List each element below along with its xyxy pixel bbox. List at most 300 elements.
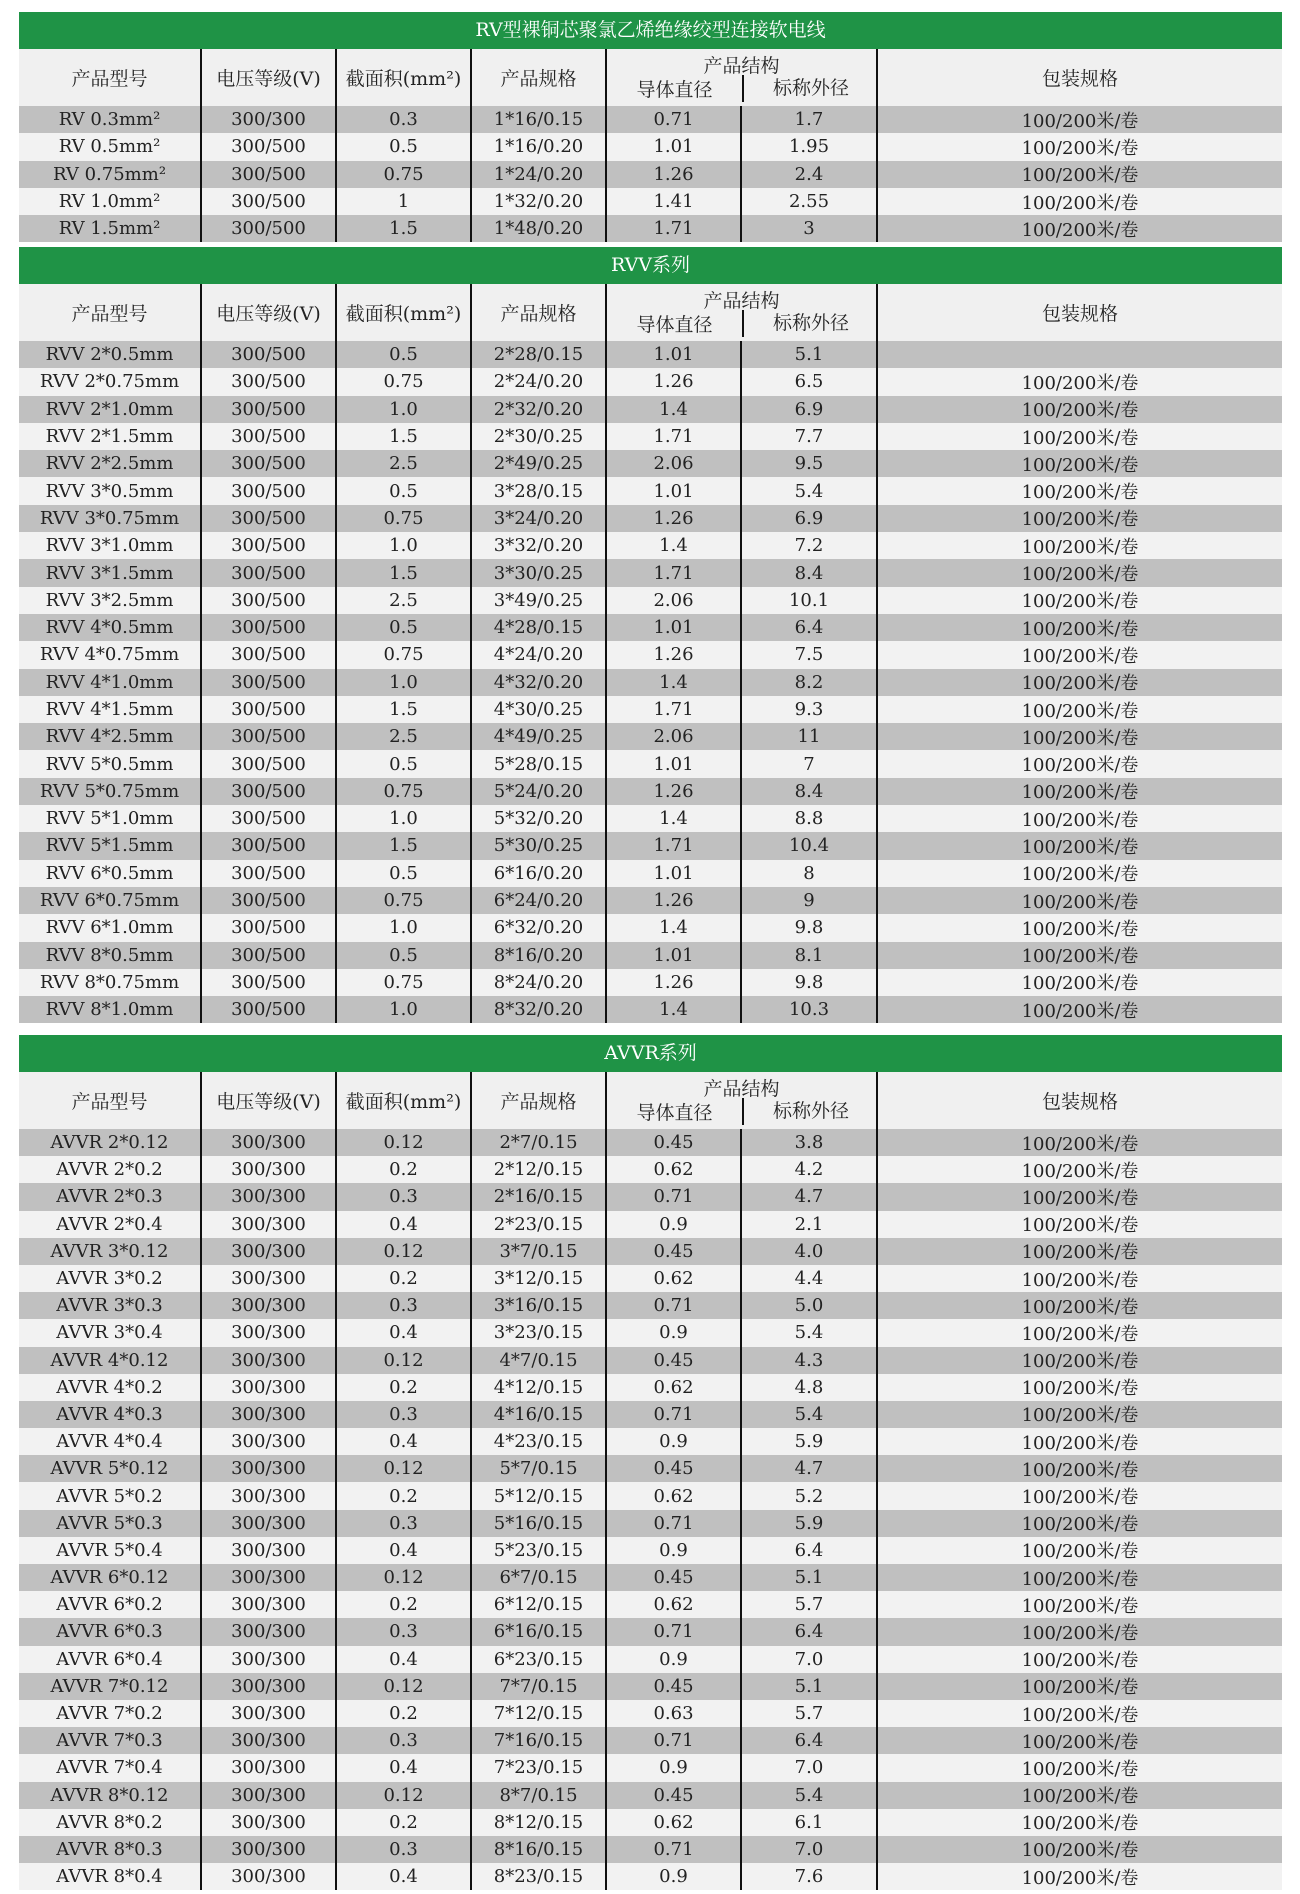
table-row [19,696,1282,723]
cell-outer-dia: 6.9 [740,505,876,532]
cell-voltage: 300/500 [200,750,335,777]
cell-spec: 5*12/0.15 [470,1482,605,1509]
cell-spec: 6*32/0.20 [470,914,605,941]
cell-model: AVVR 7*0.12 [50,1675,169,1697]
col-header-area: 截面积(mm²) [335,1072,470,1129]
col-header-conductor-dia: 导体直径 [636,1102,713,1124]
cell-outer-dia: 5.1 [740,1673,876,1700]
cell-voltage: 300/500 [200,832,335,859]
cell-outer-dia: 8 [740,860,876,887]
cell-voltage: 300/300 [200,1591,335,1618]
cell-outer-dia: 2.55 [740,188,876,215]
cell-voltage: 300/300 [200,1646,335,1673]
cell-voltage: 300/500 [200,614,335,641]
table-rv [19,12,1282,242]
table-avvr [19,1035,1282,1890]
cell-conductor-dia: 2.06 [605,450,740,477]
cell-voltage: 300/300 [200,1401,335,1428]
cell-model: RV 1.0mm² [58,191,161,213]
cell-conductor-dia: 0.45 [605,1238,740,1265]
table-row [19,215,1282,242]
table-row [19,1727,1282,1754]
cell-spec: 4*7/0.15 [470,1347,605,1374]
cell-model: AVVR 3*0.3 [56,1295,163,1317]
table-row [19,1211,1282,1238]
cell-voltage: 300/300 [200,1700,335,1727]
cell-conductor-dia: 0.71 [605,1401,740,1428]
cell-packing: 100/200米/卷 [876,1374,1282,1401]
cell-packing: 100/200米/卷 [876,860,1282,887]
cell-area: 0.12 [335,1455,470,1482]
table-row [19,1863,1282,1890]
table-row [19,1347,1282,1374]
table-row [19,1564,1282,1591]
cell-voltage: 300/300 [200,106,335,133]
cell-voltage: 300/500 [200,969,335,996]
cell-voltage: 300/500 [200,532,335,559]
cell-packing: 100/200米/卷 [876,215,1282,242]
cell-area: 1.0 [335,805,470,832]
cell-model: AVVR 5*0.3 [56,1512,163,1534]
cell-spec: 2*28/0.15 [470,341,605,368]
cell-area: 0.75 [335,778,470,805]
cell-packing: 100/200米/卷 [876,1156,1282,1183]
cell-model: AVVR 6*0.3 [56,1621,163,1643]
cell-conductor-dia: 1.71 [605,215,740,242]
cell-packing: 100/200米/卷 [876,1238,1282,1265]
cell-spec: 3*12/0.15 [470,1265,605,1292]
cell-packing: 100/200米/卷 [876,1646,1282,1673]
cell-packing: 100/200米/卷 [876,1292,1282,1319]
cell-outer-dia: 6.4 [740,1618,876,1645]
cell-area: 0.3 [335,1292,470,1319]
cell-model: RVV 2*1.0mm [45,398,174,420]
cell-outer-dia: 6.4 [740,1537,876,1564]
table-header [19,49,1282,106]
cell-outer-dia: 4.0 [740,1238,876,1265]
cell-outer-dia: 6.4 [740,614,876,641]
cell-area: 0.3 [335,1727,470,1754]
cell-outer-dia: 7.0 [740,1754,876,1781]
cell-conductor-dia: 1.4 [605,669,740,696]
cell-model: RVV 2*1.5mm [45,426,174,448]
cell-outer-dia: 5.4 [740,1319,876,1346]
cell-area: 0.4 [335,1319,470,1346]
cell-packing: 100/200米/卷 [876,1727,1282,1754]
cell-area: 0.75 [335,887,470,914]
cell-model: RVV 2*0.75mm [39,371,180,393]
cell-outer-dia: 6.5 [740,368,876,395]
cell-conductor-dia: 1.71 [605,423,740,450]
cell-spec: 4*23/0.15 [470,1428,605,1455]
cell-spec: 6*16/0.15 [470,1618,605,1645]
cell-area: 0.4 [335,1428,470,1455]
cell-packing: 100/200米/卷 [876,1809,1282,1836]
cell-model: AVVR 2*0.12 [50,1132,169,1154]
cell-outer-dia: 5.1 [740,1564,876,1591]
cell-spec: 3*24/0.20 [470,505,605,532]
cell-spec: 6*16/0.20 [470,860,605,887]
table-row [19,669,1282,696]
cell-conductor-dia: 1.26 [605,969,740,996]
cell-conductor-dia: 1.01 [605,341,740,368]
table-row [19,1238,1282,1265]
cell-packing: 100/200米/卷 [876,969,1282,996]
table-row [19,133,1282,160]
table-row [19,914,1282,941]
col-header-structure-group [605,1072,876,1129]
cell-conductor-dia: 1.26 [605,505,740,532]
cell-spec: 7*16/0.15 [470,1727,605,1754]
table-title: AVVR系列 [19,1035,1282,1072]
cell-area: 1.5 [335,832,470,859]
cell-area: 1.0 [335,996,470,1023]
cell-model: RVV 8*1.0mm [45,999,174,1021]
cell-packing: 100/200米/卷 [876,161,1282,188]
cell-conductor-dia: 0.62 [605,1374,740,1401]
cell-model: AVVR 8*0.3 [56,1838,163,1860]
cell-voltage: 300/500 [200,161,335,188]
cell-packing: 100/200米/卷 [876,1754,1282,1781]
cell-outer-dia: 1.95 [740,133,876,160]
cell-outer-dia: 9.3 [740,696,876,723]
cell-voltage: 300/300 [200,1319,335,1346]
cell-spec: 4*30/0.25 [470,696,605,723]
cell-area: 0.12 [335,1347,470,1374]
cell-conductor-dia: 1.01 [605,133,740,160]
cell-spec: 4*16/0.15 [470,1401,605,1428]
cell-area: 0.2 [335,1482,470,1509]
cell-spec: 8*16/0.20 [470,942,605,969]
cell-spec: 3*16/0.15 [470,1292,605,1319]
table-row [19,341,1282,368]
table-row [19,1319,1282,1346]
cell-outer-dia: 4.7 [740,1455,876,1482]
cell-voltage: 300/500 [200,696,335,723]
cell-area: 0.75 [335,641,470,668]
table-row [19,161,1282,188]
cell-model: RVV 4*0.75mm [39,644,180,666]
cell-area: 1.0 [335,532,470,559]
cell-area: 0.12 [335,1129,470,1156]
cell-packing: 100/200米/卷 [876,1129,1282,1156]
table-row [19,860,1282,887]
cell-voltage: 300/300 [200,1347,335,1374]
table-row [19,1591,1282,1618]
cell-spec: 3*49/0.25 [470,587,605,614]
cell-voltage: 300/500 [200,723,335,750]
cell-packing: 100/200米/卷 [876,887,1282,914]
cell-area: 1.5 [335,559,470,586]
cell-area: 0.2 [335,1809,470,1836]
cell-packing: 100/200米/卷 [876,1455,1282,1482]
cell-model: RVV 3*0.75mm [39,507,180,529]
cell-model: RVV 4*2.5mm [45,726,174,748]
cell-area: 0.2 [335,1156,470,1183]
cell-model: AVVR 5*0.4 [56,1539,163,1561]
cell-packing: 100/200米/卷 [876,1591,1282,1618]
table-row [19,450,1282,477]
table-row [19,587,1282,614]
cell-spec: 5*16/0.15 [470,1510,605,1537]
cell-conductor-dia: 1.41 [605,188,740,215]
cell-voltage: 300/300 [200,1292,335,1319]
col-header-structure: 产品结构 [703,55,780,77]
cell-model: RVV 6*0.5mm [45,862,174,884]
cell-packing: 100/200米/卷 [876,832,1282,859]
cell-model: RVV 4*1.0mm [45,671,174,693]
cell-area: 0.5 [335,133,470,160]
cell-model: RV 0.5mm² [58,136,161,158]
cell-outer-dia: 5.0 [740,1292,876,1319]
cell-packing: 100/200米/卷 [876,1401,1282,1428]
cell-packing: 100/200米/卷 [876,396,1282,423]
cell-voltage: 300/300 [200,1618,335,1645]
cell-model: RV 0.3mm² [58,109,161,131]
cell-voltage: 300/500 [200,505,335,532]
cell-area: 0.3 [335,106,470,133]
cell-outer-dia: 8.8 [740,805,876,832]
cell-packing: 100/200米/卷 [876,750,1282,777]
cell-conductor-dia: 0.62 [605,1265,740,1292]
cell-outer-dia: 6.1 [740,1809,876,1836]
cell-outer-dia: 5.9 [740,1428,876,1455]
cell-model: AVVR 7*0.2 [56,1703,163,1725]
table-body [19,1129,1282,1890]
cell-model: RVV 5*1.0mm [45,808,174,830]
cell-voltage: 300/500 [200,942,335,969]
cell-area: 0.3 [335,1183,470,1210]
col-header-packing: 包装规格 [876,1072,1282,1129]
cell-voltage: 300/500 [200,641,335,668]
cell-model: AVVR 8*0.2 [56,1811,163,1833]
col-header-voltage: 电压等级(V) [200,49,335,106]
cell-voltage: 300/300 [200,1863,335,1890]
cell-outer-dia: 5.9 [740,1510,876,1537]
cell-conductor-dia: 0.45 [605,1564,740,1591]
cell-spec: 2*16/0.15 [470,1183,605,1210]
cell-voltage: 300/500 [200,423,335,450]
cell-outer-dia: 10.4 [740,832,876,859]
cell-outer-dia: 9.5 [740,450,876,477]
cell-conductor-dia: 1.4 [605,914,740,941]
cell-conductor-dia: 0.45 [605,1782,740,1809]
cell-packing: 100/200米/卷 [876,1211,1282,1238]
table-header [19,284,1282,341]
cell-area: 0.5 [335,477,470,504]
cell-voltage: 300/300 [200,1809,335,1836]
cell-spec: 3*28/0.15 [470,477,605,504]
col-header-model: 产品型号 [71,68,148,90]
col-header-structure-group [605,49,876,106]
cell-conductor-dia: 1.01 [605,614,740,641]
table-row [19,969,1282,996]
cell-model: AVVR 5*0.2 [56,1485,163,1507]
col-header-voltage: 电压等级(V) [200,284,335,341]
cell-spec: 2*12/0.15 [470,1156,605,1183]
col-header-outer-dia: 标称外径 [742,310,878,337]
cell-spec: 6*7/0.15 [470,1564,605,1591]
table-row [19,750,1282,777]
cell-conductor-dia: 0.45 [605,1129,740,1156]
cell-model: RVV 3*0.5mm [45,480,174,502]
cell-voltage: 300/300 [200,1238,335,1265]
cell-conductor-dia: 1.26 [605,161,740,188]
table-row [19,1292,1282,1319]
cell-area: 0.3 [335,1836,470,1863]
cell-voltage: 300/500 [200,368,335,395]
cell-area: 0.5 [335,341,470,368]
table-body [19,106,1282,242]
table-row [19,1836,1282,1863]
cell-voltage: 300/500 [200,778,335,805]
table-row [19,505,1282,532]
cell-voltage: 300/500 [200,669,335,696]
cell-area: 0.4 [335,1863,470,1890]
cell-conductor-dia: 1.26 [605,368,740,395]
cell-area: 0.5 [335,614,470,641]
cell-packing: 100/200米/卷 [876,778,1282,805]
table-row [19,559,1282,586]
cell-outer-dia: 8.4 [740,778,876,805]
col-header-area: 截面积(mm²) [335,284,470,341]
cell-voltage: 300/300 [200,1211,335,1238]
cell-packing: 100/200米/卷 [876,1482,1282,1509]
cell-model: AVVR 4*0.12 [50,1349,169,1371]
table-row [19,1809,1282,1836]
cell-outer-dia: 1.7 [740,106,876,133]
cell-conductor-dia: 0.62 [605,1591,740,1618]
cell-outer-dia: 7 [740,750,876,777]
table-row [19,887,1282,914]
table-row [19,1754,1282,1781]
cell-outer-dia: 3 [740,215,876,242]
cell-conductor-dia: 0.71 [605,1510,740,1537]
cell-conductor-dia: 2.06 [605,587,740,614]
cell-voltage: 300/300 [200,1537,335,1564]
cell-spec: 1*16/0.20 [470,133,605,160]
cell-outer-dia: 7.7 [740,423,876,450]
table-row [19,532,1282,559]
cell-model: RVV 5*0.75mm [39,780,180,802]
cell-spec: 6*12/0.15 [470,1591,605,1618]
cell-outer-dia: 10.3 [740,996,876,1023]
cell-packing: 100/200米/卷 [876,805,1282,832]
cell-packing: 100/200米/卷 [876,942,1282,969]
cell-spec: 8*16/0.15 [470,1836,605,1863]
cell-voltage: 300/300 [200,1673,335,1700]
col-header-packing: 包装规格 [876,284,1282,341]
cell-conductor-dia: 1.4 [605,805,740,832]
cell-area: 0.4 [335,1754,470,1781]
cell-area: 0.5 [335,860,470,887]
cell-conductor-dia: 0.62 [605,1482,740,1509]
cell-model: AVVR 8*0.12 [50,1784,169,1806]
col-header-structure-group [605,284,876,341]
cell-voltage: 300/500 [200,396,335,423]
table-row [19,1700,1282,1727]
cell-outer-dia: 8.1 [740,942,876,969]
cell-packing: 100/200米/卷 [876,587,1282,614]
table-row [19,1782,1282,1809]
cell-packing: 100/200米/卷 [876,1618,1282,1645]
table-row [19,1129,1282,1156]
table-row [19,641,1282,668]
table-row [19,832,1282,859]
cell-model: AVVR 3*0.12 [50,1240,169,1262]
cell-voltage: 300/500 [200,996,335,1023]
cell-outer-dia: 5.4 [740,1401,876,1428]
cell-outer-dia: 5.7 [740,1591,876,1618]
cell-spec: 8*7/0.15 [470,1782,605,1809]
cell-outer-dia: 10.1 [740,587,876,614]
cell-packing: 100/200米/卷 [876,106,1282,133]
cell-spec: 1*16/0.15 [470,106,605,133]
cell-conductor-dia: 0.9 [605,1863,740,1890]
cell-model: RVV 5*1.5mm [45,835,174,857]
cell-area: 0.4 [335,1646,470,1673]
cell-voltage: 300/500 [200,559,335,586]
cell-area: 0.12 [335,1564,470,1591]
table-row [19,1618,1282,1645]
cell-model: RVV 2*0.5mm [45,344,174,366]
cell-model: AVVR 3*0.4 [56,1322,163,1344]
cell-area: 0.3 [335,1401,470,1428]
cell-spec: 1*32/0.20 [470,188,605,215]
cell-spec: 6*23/0.15 [470,1646,605,1673]
table-row [19,423,1282,450]
cell-outer-dia: 7.0 [740,1646,876,1673]
table-row [19,106,1282,133]
cell-model: AVVR 2*0.2 [56,1159,163,1181]
cell-area: 0.3 [335,1510,470,1537]
cell-model: AVVR 8*0.4 [56,1866,163,1888]
cell-packing: 100/200米/卷 [876,641,1282,668]
table-row [19,477,1282,504]
cell-spec: 5*30/0.25 [470,832,605,859]
table-row [19,1265,1282,1292]
cell-packing: 100/200米/卷 [876,1183,1282,1210]
cell-packing: 100/200米/卷 [876,368,1282,395]
cell-spec: 4*49/0.25 [470,723,605,750]
cell-packing: 100/200米/卷 [876,477,1282,504]
table-row [19,396,1282,423]
col-header-spec: 产品规格 [470,284,605,341]
cell-packing: 100/200米/卷 [876,696,1282,723]
table-row [19,1374,1282,1401]
cell-area: 0.12 [335,1673,470,1700]
cell-conductor-dia: 2.06 [605,723,740,750]
cell-area: 0.75 [335,969,470,996]
cell-area: 1.5 [335,696,470,723]
cell-outer-dia: 4.8 [740,1374,876,1401]
cell-packing: 100/200米/卷 [876,1510,1282,1537]
col-header-outer-dia: 标称外径 [742,75,878,102]
cell-model: RVV 6*1.0mm [45,917,174,939]
cell-packing: 100/200米/卷 [876,505,1282,532]
cell-model: AVVR 7*0.3 [56,1730,163,1752]
cell-model: AVVR 4*0.4 [56,1431,163,1453]
cell-spec: 6*24/0.20 [470,887,605,914]
table-row [19,1183,1282,1210]
cell-model: AVVR 3*0.2 [56,1268,163,1290]
cell-voltage: 300/300 [200,1374,335,1401]
cell-model: AVVR 4*0.2 [56,1376,163,1398]
cell-conductor-dia: 1.01 [605,942,740,969]
cell-area: 0.2 [335,1265,470,1292]
cell-voltage: 300/300 [200,1428,335,1455]
cell-conductor-dia: 1.71 [605,696,740,723]
